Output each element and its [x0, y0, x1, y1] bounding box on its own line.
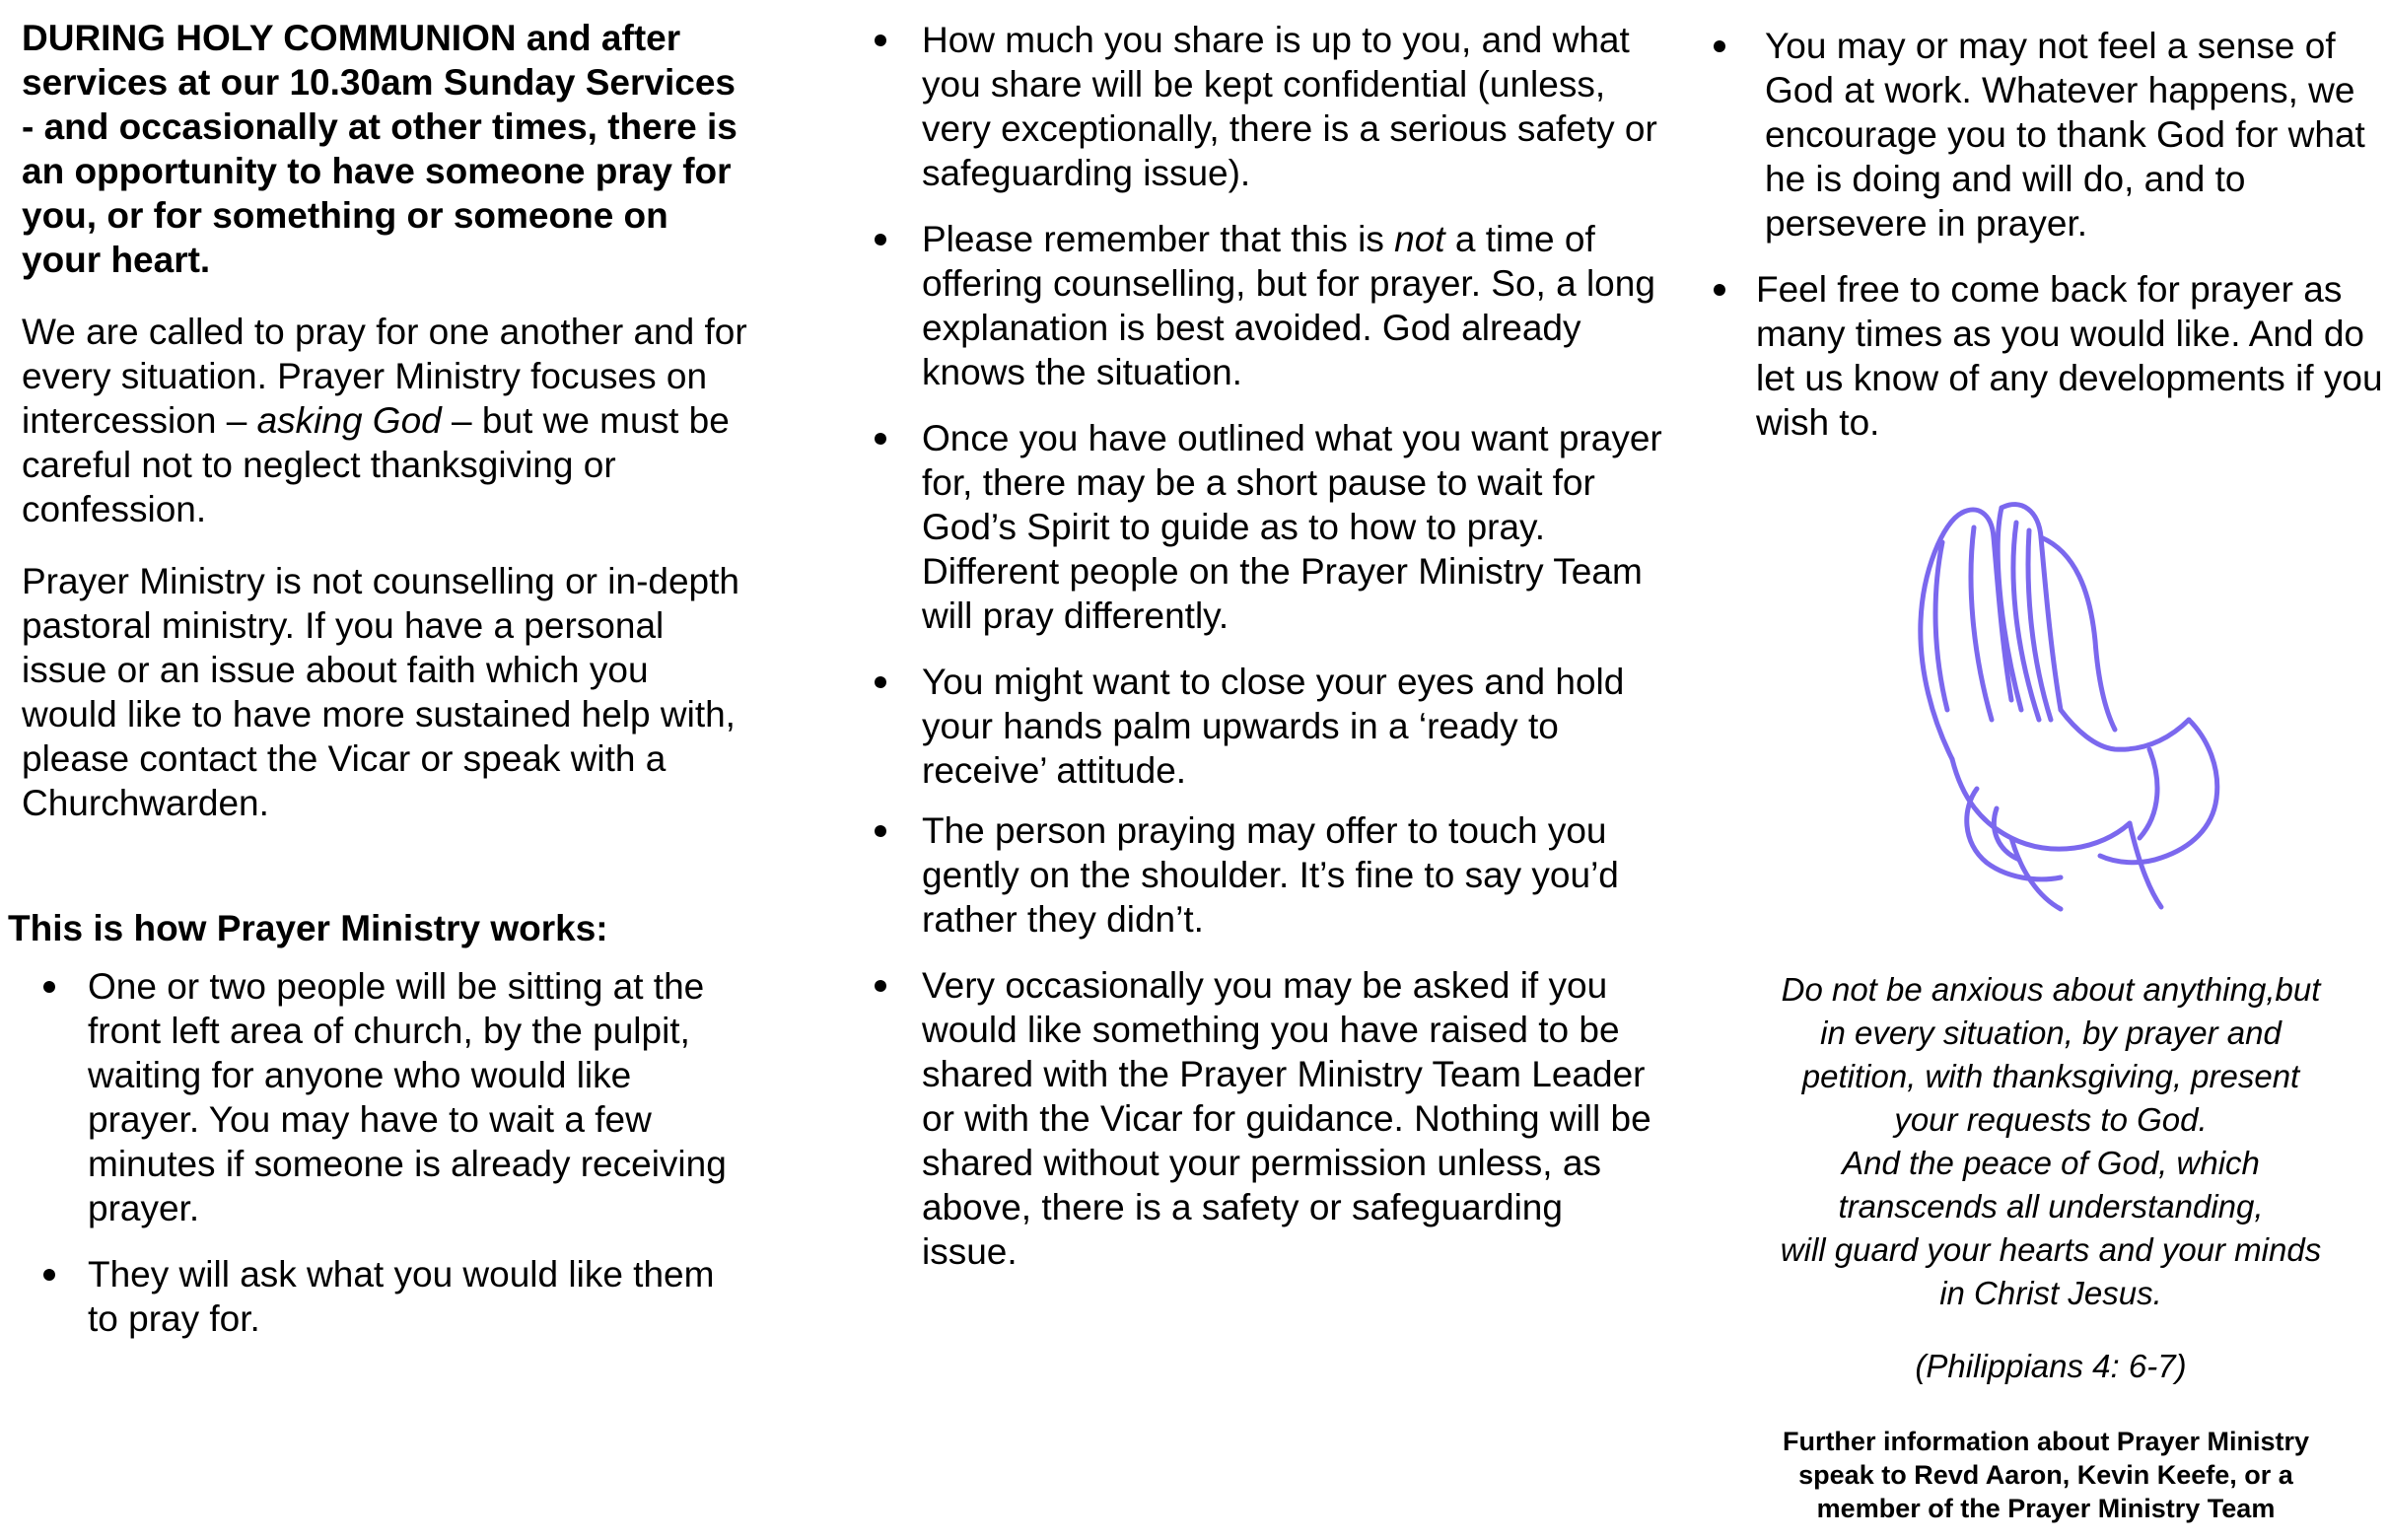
- list-item-text: They will ask what you would like them to pray for.: [88, 1254, 715, 1339]
- guidance-list: [858, 18, 1666, 1274]
- list-item: [1704, 24, 2384, 245]
- list-item: [858, 416, 1666, 638]
- intercession-text-end: – but we must be careful not to neglect thanksgiving or confession.: [22, 400, 730, 529]
- scripture-reference: (Philippians 4: 6-7): [1915, 1348, 2187, 1384]
- list-item-text: Very occasionally you may be asked if you would like something you have raised to be shared with the Prayer Ministry Team Leader or with the Vicar for guidance. Nothing will be shared without your permission unless, as above, there is a safety or safeguarding issue.: [922, 965, 1651, 1272]
- praying-hands-icon: [1903, 483, 2238, 917]
- column-right: [1704, 0, 2384, 445]
- bullet-dot: [875, 825, 886, 837]
- bullet-dot: [875, 234, 886, 245]
- list-item-text: How much you share is up to you, and what you share will be kept confidential (unless, very exceptionally, there is a serious safety or safeguarding issue).: [922, 20, 1657, 193]
- not-counselling-paragraph: Prayer Ministry is not counselling or in-depth pastoral ministry. If you have a personal issue or an issue about faith which you would like to have more sustained help with, please contact the Vicar or speak with a Churchwarden.: [22, 561, 739, 823]
- further-line-2: speak to Revd Aaron, Kevin Keefe, or a: [1798, 1460, 2293, 1490]
- encouragement-list: [1704, 24, 2384, 445]
- bullet-dot: [43, 1269, 55, 1281]
- verse-line-7: will guard your hearts and your minds: [1780, 1231, 2322, 1268]
- list-item-text: Once you have outlined what you want prayer for, there may be a short pause to wait for God’s Spirit to guide as to how to pray. Different people on the Prayer Ministry Team will pray differently.: [922, 418, 1662, 636]
- verse-line-5: And the peace of God, which: [1842, 1145, 2260, 1181]
- further-line-1: Further information about Prayer Ministry: [1782, 1427, 2310, 1456]
- list-item: [858, 18, 1666, 195]
- verse-line-1: Do not be anxious about anything,but: [1781, 971, 2321, 1008]
- verse-line-2: in every situation, by prayer and: [1820, 1015, 2282, 1051]
- how-it-works-heading: This is how Prayer Ministry works:: [8, 908, 608, 948]
- intro-bold-text: DURING HOLY COMMUNION and after services at our 10.30am Sunday Services - and occasionally at other times, there is an opportunity to have someone pray for you, or for something or someone on your heart.: [22, 18, 737, 280]
- verse-line-4: your requests to God.: [1894, 1101, 2208, 1138]
- list-item-text-end: a time of offering counselling, but for prayer. So, a long explanation is best avoided. God already knows the situation.: [922, 219, 1655, 392]
- bullet-dot: [875, 433, 886, 445]
- bullet-dot: [1714, 40, 1725, 52]
- list-item-text: You might want to close your eyes and hold your hands palm upwards in a ‘ready to receive’ attitude.: [922, 662, 1625, 791]
- bullet-dot: [43, 981, 55, 993]
- asking-god-italic: asking God: [256, 400, 442, 441]
- list-item-text: The person praying may offer to touch you gently on the shoulder. It’s fine to say you’d rather they didn’t.: [922, 810, 1619, 940]
- scripture-block: [1735, 968, 2366, 1388]
- column-left: [8, 0, 751, 1341]
- not-italic: not: [1394, 219, 1445, 259]
- list-item-text: One or two people will be sitting at the front left area of church, by the pulpit, waiting for anyone who would like prayer. You may have to wait a few minutes if someone is already receiving prayer.: [88, 966, 727, 1228]
- list-item: [22, 964, 751, 1230]
- verse-line-8: in Christ Jesus.: [1939, 1275, 2162, 1311]
- further-line-3: member of the Prayer Ministry Team: [1816, 1494, 2276, 1523]
- list-item-text: You may or may not feel a sense of God at work. Whatever happens, we encourage you to thank God for what he is doing and will do, and to persevere in prayer.: [1765, 26, 2365, 244]
- bullet-dot: [875, 35, 886, 46]
- verse-line-3: petition, with thanksgiving, present: [1801, 1058, 2300, 1094]
- list-item: [1704, 267, 2384, 445]
- list-item: [858, 660, 1666, 793]
- how-it-works-list: [22, 964, 751, 1341]
- bullet-dot: [1714, 284, 1725, 296]
- bullet-dot: [875, 980, 886, 992]
- list-item: [858, 808, 1666, 942]
- column-middle: [858, 0, 1666, 1274]
- list-item: [22, 1252, 751, 1341]
- bullet-dot: [875, 676, 886, 688]
- list-item-text-start: Please remember that this is: [922, 219, 1395, 259]
- verse-line-6: transcends all understanding,: [1838, 1188, 2264, 1225]
- intercession-paragraph: [22, 310, 751, 531]
- list-item: [858, 963, 1666, 1274]
- list-item-text: Feel free to come back for prayer as many times as you would like. And do let us know of any developments if you wish to.: [1756, 269, 2383, 443]
- further-information: [1706, 1425, 2386, 1525]
- list-item: [858, 217, 1666, 394]
- intercession-text-start: We are called to pray for one another and for every situation. Prayer Ministry focuses on intercession –: [22, 312, 747, 441]
